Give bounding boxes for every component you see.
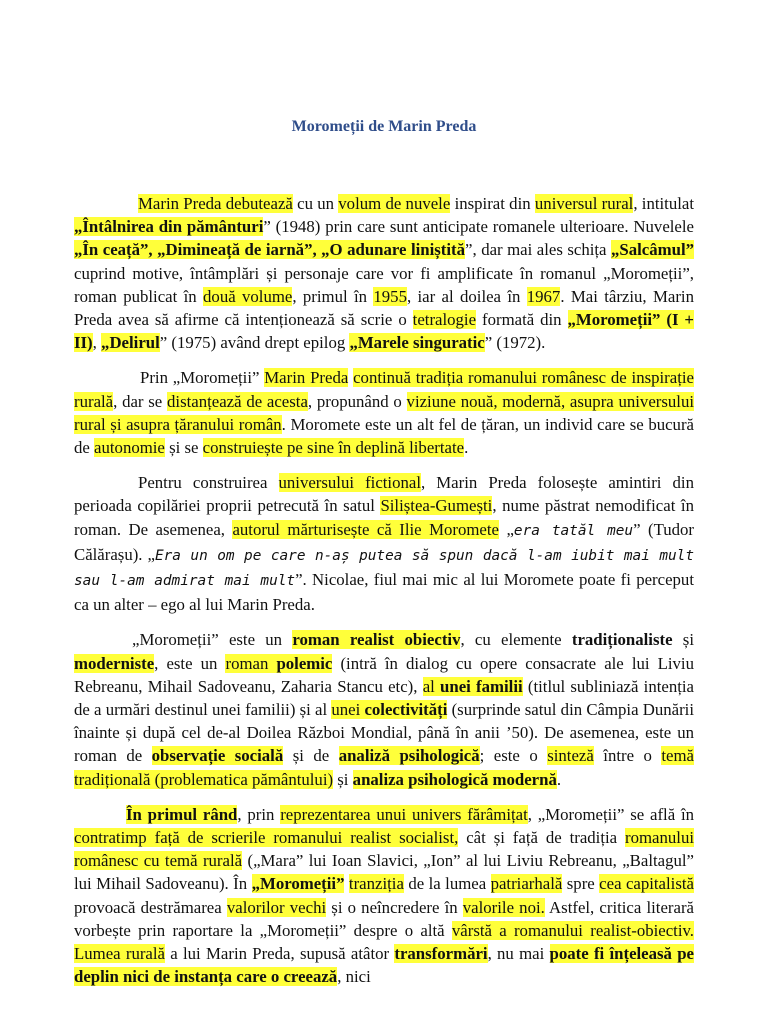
- text: „: [498, 519, 514, 539]
- highlight: unei familii: [440, 676, 523, 696]
- highlight: volum de nuvele: [338, 194, 451, 213]
- highlight: „Întâlnirea din pământuri: [74, 217, 264, 237]
- highlight: autorul mărturisește că Ilie Moromete: [232, 519, 499, 539]
- highlight: „Delirul: [101, 333, 160, 353]
- text: , intitulat: [633, 194, 694, 213]
- highlight: moderniste: [74, 653, 155, 673]
- highlight: roman: [225, 653, 277, 673]
- text: formată din: [476, 310, 568, 330]
- paragraph-tradition: [74, 366, 694, 459]
- text: cuprind motive, întâmplări și personaje care vor fi amplificate în romanul „Moromeții”, roman publicat în: [74, 263, 694, 306]
- text: , prin: [237, 804, 281, 824]
- text: (titlul subliniază intenția de a urmări destinul unei familii) și al: [74, 676, 694, 720]
- highlight: În primul rând: [126, 804, 238, 824]
- highlight: vârstă a romanului realist-obiectiv.: [451, 920, 694, 940]
- highlight: continuă tradiția romanului românesc de inspirație rurală: [74, 368, 694, 411]
- highlight: temă tradițională (problematica pământului): [74, 746, 694, 789]
- highlight: „Salcâmul”: [611, 240, 694, 260]
- text: , „Moromeții” se află în: [527, 804, 695, 824]
- highlight: analiză psihologică: [338, 746, 480, 766]
- highlight: distanțează de acesta: [167, 391, 308, 411]
- highlight: „Moromeții” (I + II): [74, 310, 694, 353]
- text: , nici: [337, 967, 371, 987]
- text: . Moromete este un alt fel de țăran, un individ care se bucură de: [74, 414, 694, 458]
- bold-text: tradiționaliste: [571, 630, 673, 650]
- highlight: „Marele singuratic: [349, 333, 485, 353]
- text: . Mai târziu, Marin Preda avea să afirme că intenționează să scrie o: [74, 286, 694, 330]
- quote: Era un om pe care n-aș putea să spun dacă l-am iubit mai mult sau l-am admirat mai mult: [74, 547, 694, 590]
- text: ; este o: [479, 746, 548, 766]
- text: ” (1975) având drept epilog: [159, 333, 350, 353]
- highlight: roman realist obiectiv: [292, 630, 461, 650]
- text: , propunând o: [307, 391, 407, 411]
- text: , nu mai: [487, 944, 550, 964]
- highlight: autonomie: [94, 438, 165, 458]
- text: cât și față de tradiția: [458, 828, 626, 848]
- text: și: [333, 769, 353, 789]
- text: și se: [164, 438, 203, 458]
- text: provoacă destrămarea: [74, 897, 227, 917]
- text: ” (1972).: [484, 333, 546, 353]
- highlight: poate fi înțeleasă pe deplin nici de instanța care o creează: [74, 944, 695, 987]
- paragraph-genre: [74, 628, 694, 790]
- text: inspirat din: [450, 194, 535, 213]
- highlight: tetralogie: [412, 310, 477, 330]
- highlight: două volume: [203, 286, 293, 306]
- document-title: Moromeții de Marin Preda: [291, 118, 477, 135]
- highlight: al: [422, 676, 441, 696]
- text: spre: [562, 874, 600, 894]
- highlight: tranziția: [348, 874, 404, 894]
- highlight: patriarhală: [490, 874, 563, 894]
- text: (surprinde satul din Câmpia Dunării înainte și după cel de-al Doilea Război Mondial, până în anii ’50). De asemenea, este un roman de: [74, 700, 694, 766]
- highlight: valorilor vechi: [226, 897, 327, 917]
- highlight: valorile noi.: [462, 897, 545, 917]
- text: ” (Tudor Călărașu). „: [74, 519, 694, 564]
- text: și o neîncredere în: [326, 897, 463, 917]
- highlight: Marin Preda: [264, 368, 349, 388]
- text: , iar al doilea în: [406, 286, 527, 306]
- highlight: analiza psihologică modernă: [352, 769, 557, 789]
- text: .: [556, 769, 562, 789]
- text: , cu elemente: [460, 630, 572, 650]
- quote: era tatăl meu: [513, 522, 634, 539]
- text: și de: [283, 746, 339, 766]
- highlight: romanului românesc cu temă rurală: [74, 828, 694, 871]
- highlight: polemic: [276, 653, 333, 673]
- highlight: cea capitalistă: [599, 874, 694, 894]
- text: Pentru construirea: [138, 473, 279, 493]
- text: , primul în: [292, 286, 374, 306]
- paragraph-context: [74, 803, 695, 987]
- highlight: 1955: [373, 286, 407, 306]
- highlight: unei: [331, 700, 365, 720]
- highlight: „Moromeții”: [251, 874, 345, 894]
- text: , dar se: [113, 391, 168, 411]
- text: , nume păstrat nemodificat în roman. De asemenea,: [74, 496, 694, 539]
- highlight: reprezentarea unui univers fărâmițat: [280, 804, 528, 824]
- paragraph-debut: [74, 192, 694, 354]
- text: (intră în dialog cu opere consacrate ale lui Liviu Rebreanu, Mihail Sadoveanu, Zaharia Stancu etc),: [74, 653, 694, 696]
- highlight: Marin Preda debutează: [138, 194, 293, 213]
- text: ” (1948) prin care sunt anticipate romanele ulterioare. Nuvelele: [263, 217, 694, 237]
- highlight: observație socială: [151, 746, 284, 766]
- text: ”. Nicolae, fiul mai mic al lui Moromete poate fi perceput ca un alter – ego al lui Marin Preda.: [74, 570, 694, 615]
- text: , Marin Preda folosește amintiri din perioada copilăriei proprii petrecută în satul: [74, 473, 694, 516]
- text: ,: [92, 333, 102, 353]
- text: Astfel, critica literară vorbește prin raportare la „Moromeții” despre o altă: [74, 897, 694, 940]
- highlight: „În ceață”, „Dimineață de iarnă”, „O adunare liniștită: [74, 240, 466, 260]
- highlight: 1967: [526, 286, 561, 306]
- highlight: Siliștea-Gumești: [380, 496, 493, 516]
- highlight: viziune nouă, modernă, asupra universului rural și asupra țăranului român: [74, 391, 694, 434]
- highlight: universului fictional: [278, 473, 421, 493]
- text: între o: [593, 746, 662, 766]
- text: de la lumea: [403, 874, 491, 894]
- highlight: Lumea rurală: [74, 944, 165, 964]
- text: a lui Marin Preda, supusă atâtor: [165, 944, 395, 964]
- text: ”, dar mai ales schița: [465, 240, 612, 260]
- highlight: sinteză: [547, 746, 594, 766]
- highlight: construiește pe sine în deplină libertate: [202, 438, 465, 458]
- highlight: universul rural: [534, 194, 634, 213]
- text: „Moromeții” este un: [132, 630, 293, 650]
- text: , este un: [154, 653, 226, 673]
- text: („Mara” lui Ioan Slavici, „Ion” al lui Liviu Rebreanu, „Baltagul” lui Mihail Sadoveanu). În: [74, 851, 694, 894]
- text: și: [672, 630, 695, 650]
- highlight: contratimp față de scrierile romanului realist socialist,: [74, 828, 459, 848]
- text: Prin „Moromeții”: [140, 368, 265, 388]
- highlight: transformări: [394, 944, 488, 964]
- text: .: [464, 438, 469, 458]
- paragraph-fiction: [74, 471, 694, 616]
- highlight: colectivități: [364, 700, 448, 720]
- text: cu un: [292, 194, 339, 213]
